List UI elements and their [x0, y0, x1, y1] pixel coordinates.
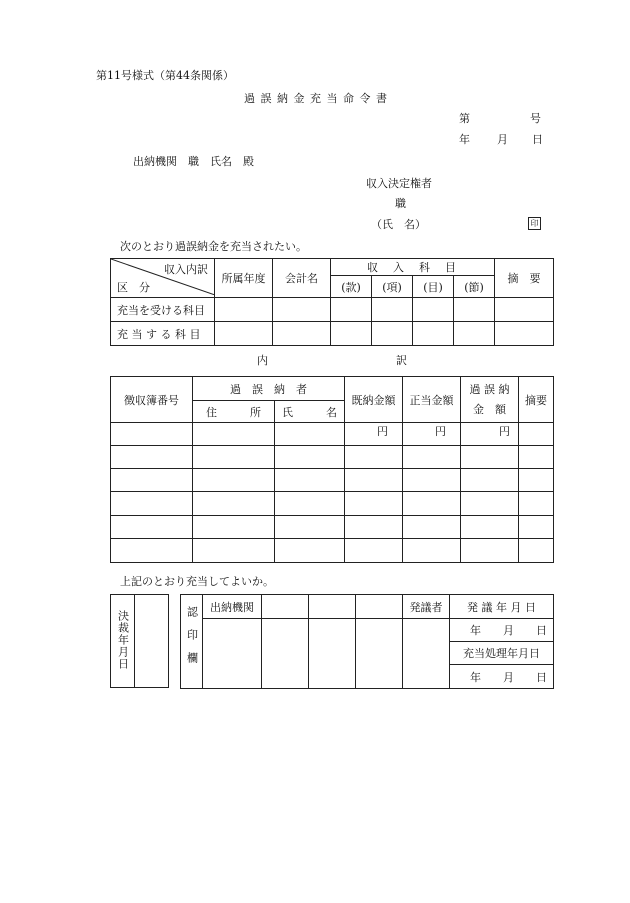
sub-name: 氏 名 — [275, 401, 345, 423]
table-row — [111, 539, 554, 563]
breakdown-right: 訳 — [396, 354, 407, 367]
col-book-number: 徴収簿番号 — [111, 377, 193, 423]
col-year: 所属年度 — [215, 259, 273, 298]
issue-date-value: 年 月 日 — [450, 619, 554, 642]
col-overpayer: 過 誤 納 者 — [193, 377, 345, 401]
breakdown-table — [110, 376, 554, 563]
treasury-label: 出納機関 — [203, 595, 262, 619]
diag-bottom-label: 区 分 — [117, 281, 150, 294]
seal-icon: 印 — [528, 217, 541, 230]
issuer-label: 発議者 — [403, 595, 450, 619]
table-row — [111, 446, 554, 469]
intro-text: 次のとおり過誤納金を充当されたい。 — [120, 240, 307, 253]
date-day-label: 日 — [532, 133, 543, 146]
sub-moku: (目) — [413, 276, 454, 298]
col-account: 会計名 — [273, 259, 331, 298]
number-label-dai: 第 — [459, 112, 470, 125]
decision-date-label: 決裁年月日 — [111, 595, 135, 688]
table-row — [111, 492, 554, 516]
table-row — [111, 423, 554, 446]
sub-address: 住 所 — [193, 401, 275, 423]
col-summary: 摘 要 — [495, 259, 554, 298]
table-row — [111, 516, 554, 539]
table-row — [111, 469, 554, 492]
diagonal-header-cell — [111, 259, 215, 298]
number-label-go: 号 — [530, 112, 541, 125]
col-correct-amount: 正当金額 — [403, 377, 461, 423]
col-summary: 摘要 — [519, 377, 554, 423]
process-date-label: 充当処理年月日 — [450, 642, 554, 665]
row-receiving-label: 充当を受ける科目 — [111, 298, 215, 322]
confirm-text: 上記のとおり充当してよいか。 — [120, 575, 274, 588]
process-date-value: 年 月 日 — [450, 665, 554, 689]
form-number: 第11号様式（第44条関係） — [96, 69, 234, 82]
authority-name: （氏 名） — [371, 218, 426, 231]
document-title: 過 誤 納 金 充 当 命 令 書 — [244, 92, 388, 105]
col-overpaid-bottom: 金 額 — [473, 402, 506, 416]
seal-mark — [528, 216, 541, 230]
yen-unit-overpaid: 円 — [499, 425, 510, 438]
sub-kou: (項) — [372, 276, 413, 298]
sub-kan: (款) — [331, 276, 372, 298]
row-applying-label: 充 当 す る 科 目 — [111, 322, 215, 346]
table-row — [111, 322, 554, 346]
date-year-label: 年 — [459, 133, 470, 146]
col-overpaid-top: 過 誤 納 — [469, 382, 510, 396]
authority-post: 職 — [395, 197, 406, 210]
seal-column-label: 認印欄 — [181, 595, 203, 689]
yen-unit-correct: 円 — [435, 425, 446, 438]
col-overpaid-amount — [461, 377, 519, 423]
sub-setsu: (節) — [454, 276, 495, 298]
breakdown-left: 内 — [257, 354, 268, 367]
col-paid-amount: 既納金額 — [345, 377, 403, 423]
authority-label: 収入決定権者 — [366, 177, 432, 190]
issue-date-label: 発 議 年 月 日 — [450, 595, 554, 619]
diag-top-label: 収入内訳 — [164, 263, 208, 276]
date-month-label: 月 — [497, 133, 508, 146]
table-row — [111, 298, 554, 322]
decision-date-table — [110, 594, 169, 688]
col-subject: 収 入 科 目 — [331, 259, 495, 276]
yen-unit-paid: 円 — [377, 425, 388, 438]
subject-table — [110, 258, 554, 346]
approval-table — [180, 594, 554, 689]
addressee: 出納機関 職 氏名 殿 — [133, 155, 254, 168]
